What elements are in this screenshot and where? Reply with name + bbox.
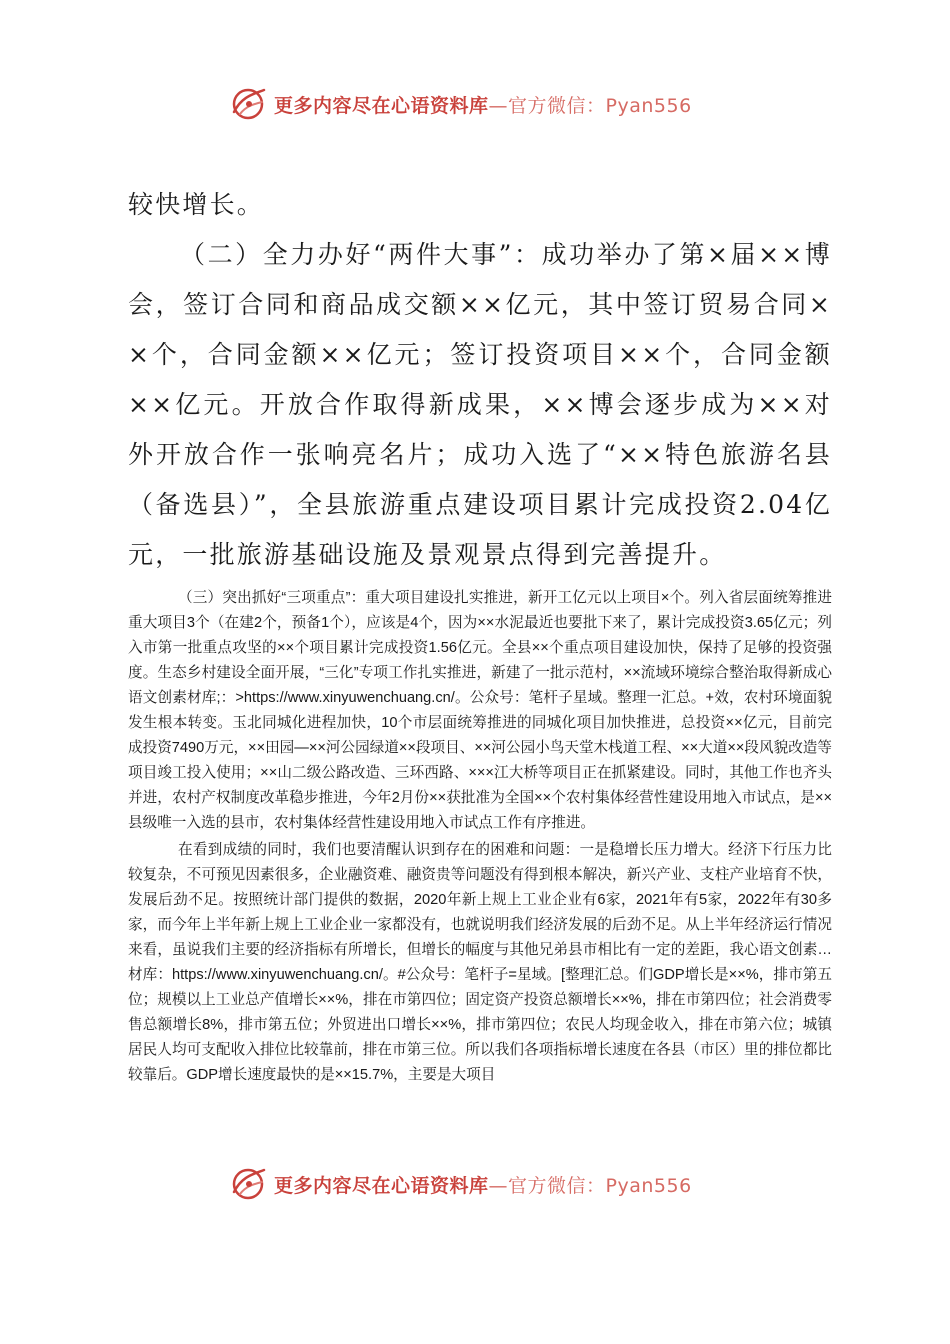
paragraph-three-key-points: （三）突出抓好“三项重点”：重大项目建设扎实推进，新开工亿元以上项目×个。列入省层面统筹推进重大项目3个（在建2个，预备1个），应该是4个，因为××水泥最近也要批下来了，累计完成投资3.65亿元；列入市第一批重点攻坚的××个项目累计完成投资1.56亿元。全县××个重点项目建设加快，保持了足够的投资强度。生态乡村建设全面开展，“三化”专项工作扎实推进，新建了一批示范村，××流域环境综合整治取得新成心语文创素材库;：>https://www.xinyuwenchuang.cn/。公众号：笔杆子星域。整理一汇总。+效，农村环境面貌发生根本转变。玉北同城化进程加快，10个市层面统筹推进的同城化项目加快推进，总投资××亿元，目前完成投资7490万元，××田园—××河公园绿道××段项目、××河公园小鸟天堂木栈道工程、××大道××段风貌改造等项目竣工投入使用；××山二级公路改造、三环西路、×××江大桥等项目正在抓紧建设。同时，其他工作也齐头并进，农村产权制度改革稳步推进，今年2月份××获批准为全国××个农村集体经营性建设用地入市试点，是××县级唯一入选的县市，农村集体经营性建设用地入市试点工作有序推进。 xyxy=(128,590,832,831)
banner-text xyxy=(274,91,692,118)
footer-watermark-banner xyxy=(228,1162,748,1206)
paragraph-two-major-events: （二）全力办好“两件大事”：成功举办了第×届××博会，签订合同和商品成交额××亿元，其中签订贸易合同××个，合同金额××亿元；签订投资项目××个，合同金额××亿元。开放合作取得新成果，××博会逐步成为××对外开放合作一张响亮名片；成功入选了“××特色旅游名县（备选县）”，全县旅游重点建设项目累计完成投资2.04亿元，一批旅游基础设施及景观景点得到完善提升。 xyxy=(128,240,832,569)
banner-text-main: 更多内容尽在心语资料库 xyxy=(274,1174,489,1197)
banner-text xyxy=(274,1171,692,1198)
header-watermark-banner xyxy=(228,82,748,126)
brand-logo-icon xyxy=(228,84,268,124)
banner-text-rest: —官方微信：Pyan556 xyxy=(488,94,692,117)
brand-logo-icon xyxy=(228,1164,268,1204)
banner-text-main: 更多内容尽在心语资料库 xyxy=(274,94,489,117)
banner-text-rest: —官方微信：Pyan556 xyxy=(488,1174,692,1197)
paragraph-continuation: 较快增长。 xyxy=(128,190,265,219)
document-body xyxy=(128,180,832,1088)
paragraph-problems: 在看到成绩的同时，我们也要清醒认识到存在的困难和问题：一是稳增长压力增大。经济下行压力比较复杂，不可预见因素很多，企业融资难、融资贵等问题没有得到根本解决，新兴产业、支柱产业培育不快，发展后劲不足。按照统计部门提供的数据，2020年新上规上工业企业有6家，2021年有5家，2022年有30多家，而今年上半年新上规上工业企业一家都没有，也就说明我们经济发展的后劲不足。从上半年经济运行情况来看，虽说我们主要的经济指标有所增长，但增长的幅度与其他兄弟县市相比有一定的差距，我心语文创素…材库：https://www.xinyuwenchuang.cn/。#公众号：笔杆子=星域。[整理汇总。们GDP增长是××%，排市第五位；规模以上工业总产值增长××%，排在市第四位；固定资产投资总额增长××%，排在市第四位；社会消费零售总额增长8%，排市第五位；外贸进出口增长××%，排市第四位；农民人均现金收入，排在市第六位；城镇居民人均可支配收入排位比较靠前，排在市第三位。所以我们各项指标增长速度在各县（市区）里的排位都比较靠后。GDP增长速度最快的是××15.7%，主要是大项目 xyxy=(128,842,832,1083)
